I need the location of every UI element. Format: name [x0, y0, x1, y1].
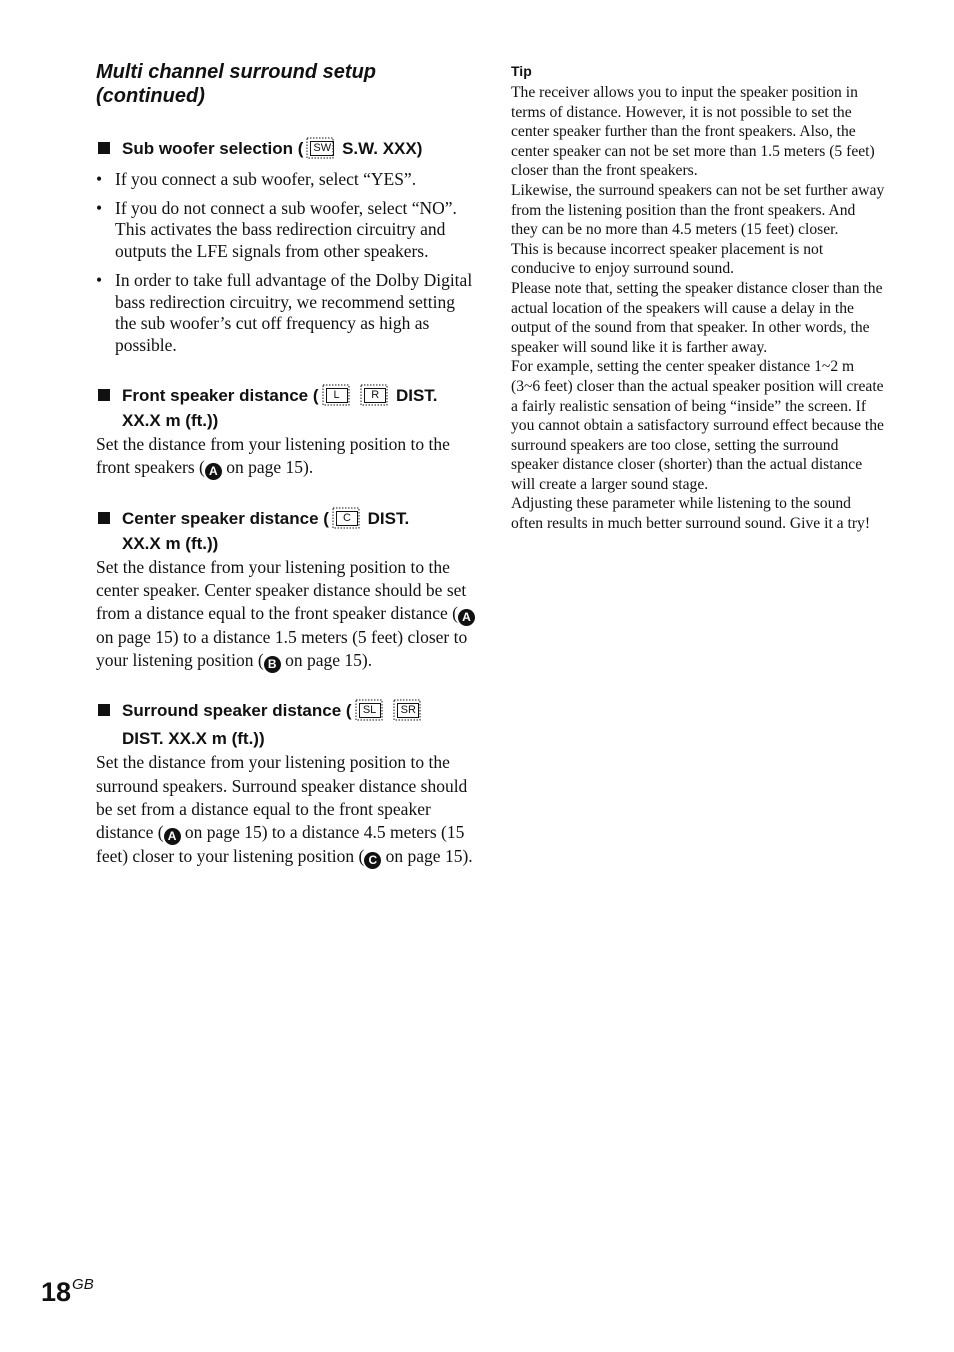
center-heading-pre: Center speaker distance (	[122, 508, 329, 528]
speaker-indicator-icon	[305, 137, 335, 159]
reference-badge: A	[205, 463, 222, 480]
surround-heading-pre: Surround speaker distance (	[122, 701, 352, 721]
speaker-indicator-label: R	[364, 388, 386, 403]
list-item-text: If you do not connect a sub woofer, select “NO”. This activates the bass redirection circuitry and outputs the LFE signals from other speakers.	[115, 197, 457, 262]
section-title	[96, 60, 476, 108]
reference-badge: C	[364, 852, 381, 869]
subwoofer-heading-post: S.W. XXX)	[337, 139, 423, 158]
front-heading-line2: XX.X m (ft.))	[122, 410, 219, 430]
surround-heading-line2: DIST. XX.X m (ft.))	[122, 729, 265, 749]
page-number-value: 18	[41, 1277, 72, 1307]
tip-paragraph: Likewise, the surround speakers can not be set further away from the listening position than the front speakers. And they can be no more than 4.5 meters (15 feet) closer.	[511, 181, 885, 239]
front-heading-post: DIST.	[391, 385, 438, 405]
speaker-indicator-icon	[331, 507, 361, 529]
surround-description	[96, 751, 476, 869]
speaker-indicator-label: C	[336, 511, 358, 526]
page-number-suffix: GB	[72, 1276, 94, 1293]
tip-paragraph: The receiver allows you to input the speaker position in terms of distance. However, it is not possible to set the center speaker further than the front speakers. Also, the center speaker can not be set more than 1.5 meters (5 feet) closer than the front speakers.	[511, 84, 875, 180]
front-description	[96, 433, 476, 480]
section-title-line2: (continued)	[96, 85, 205, 107]
subwoofer-heading	[96, 136, 476, 161]
text-run: on page 15) to a distance 1.5 meters (5 feet) closer to your listening position (	[96, 627, 468, 671]
subwoofer-heading-pre: Sub woofer selection (	[122, 139, 304, 158]
list-item-text: In order to take full advantage of the Dolby Digital bass redirection circuitry, we recommend setting the sub woofer’s cut off frequency as high as possible.	[115, 269, 473, 355]
surround-heading	[96, 698, 476, 751]
speaker-indicator-label: SR	[397, 703, 419, 718]
tip-paragraph: For example, setting the center speaker distance 1~2 m (3~6 feet) closer than the actual speaker position will create a fairly realistic sensation of being “inside” the screen. If you cannot obtain a satisfactory surround effect because the surround speakers are too close, setting the surround speaker distance closer (shorter) than the actual distance will create a larger sound stage.	[511, 358, 884, 493]
text-run: Set the distance from your listening position to the center speaker. Center speaker distance should be set from a distance equal to the front speaker distance (	[96, 556, 467, 624]
list-item-text: If you connect a sub woofer, select “YES”.	[115, 169, 417, 189]
center-heading	[96, 506, 476, 556]
tip-paragraph: This is because incorrect speaker placement is not conducive to enjoy surround sound.	[511, 240, 824, 278]
text-run: on page 15).	[381, 846, 473, 867]
text-run: on page 15) to a distance 4.5 meters (15 feet) closer to your listening position (	[96, 822, 465, 867]
subwoofer-bullet-list	[96, 169, 476, 357]
tip-column	[511, 62, 886, 534]
speaker-indicator-icon	[354, 699, 384, 721]
center-description	[96, 556, 476, 674]
list-item: • If you do not connect a sub woofer, select “NO”. This activates the bass redirection circuitry and outputs the LFE signals from other speakers.	[96, 197, 457, 262]
reference-badge: B	[264, 656, 281, 673]
left-column	[96, 60, 476, 869]
text-run: Set the distance from your listening position to the front speakers (	[96, 433, 450, 477]
square-bullet-icon	[98, 512, 110, 524]
center-heading-line2: XX.X m (ft.))	[122, 533, 219, 553]
square-bullet-icon	[98, 704, 110, 716]
tip-paragraph: Please note that, setting the speaker distance closer than the actual location of the speakers will cause a delay in the output of the sound from that speaker. In other words, the speaker will sound like it is farther away.	[511, 279, 883, 356]
front-heading	[96, 383, 476, 433]
section-title-line1: Multi channel surround setup	[96, 61, 377, 83]
page-number	[41, 1268, 94, 1309]
square-bullet-icon	[98, 142, 110, 154]
text-run: Set the distance from your listening position to the surround speakers. Surround speaker distance should be set from a distance equal to the front speaker distance (	[96, 752, 468, 843]
tip-label: Tip	[511, 63, 532, 79]
reference-badge: A	[458, 609, 475, 626]
square-bullet-icon	[98, 389, 110, 401]
center-heading-post: DIST.	[362, 508, 410, 528]
tip-paragraph: Adjusting these parameter while listening to the sound often results in much better surround sound. Give it a try!	[511, 495, 871, 533]
reference-badge: A	[164, 828, 181, 845]
speaker-indicator-label: SW	[310, 141, 334, 156]
speaker-indicator-icon	[359, 384, 389, 406]
text-run: on page 15).	[280, 650, 373, 671]
front-heading-pre: Front speaker distance (	[122, 385, 319, 405]
list-item: • In order to take full advantage of the Dolby Digital bass redirection circuitry, we recommend setting the sub woofer’s cut off frequency as high as possible.	[96, 269, 473, 355]
speaker-indicator-label: L	[326, 388, 348, 403]
speaker-indicator-icon	[321, 384, 351, 406]
list-item: • If you connect a sub woofer, select “YES”.	[96, 169, 417, 189]
text-run: on page 15).	[221, 456, 314, 477]
speaker-indicator-label: SL	[359, 703, 381, 718]
speaker-indicator-icon	[392, 699, 422, 721]
